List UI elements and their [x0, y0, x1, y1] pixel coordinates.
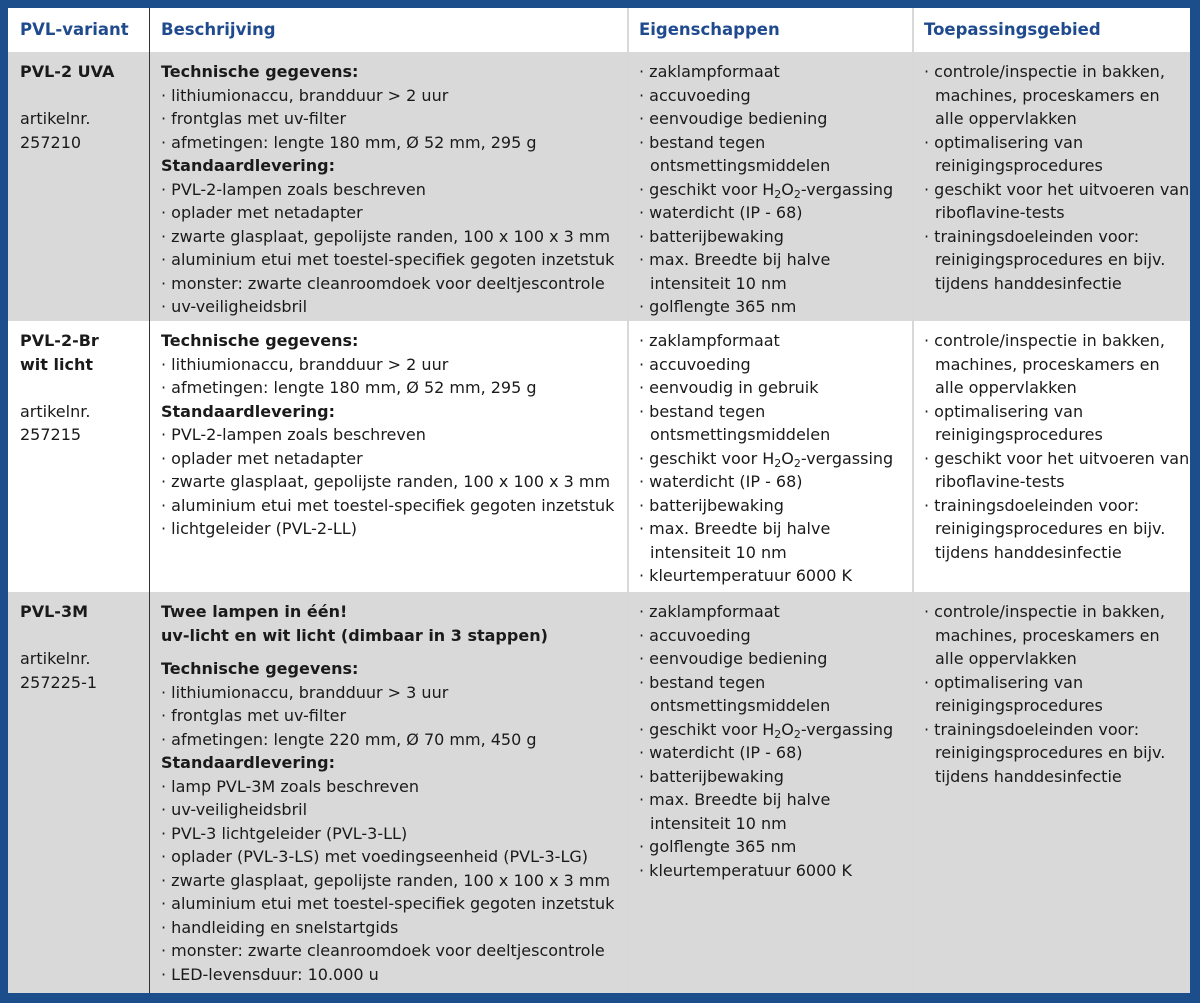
description-cell [149, 600, 627, 986]
variant-cell [8, 329, 149, 447]
article-number: 257215 [20, 425, 82, 444]
list-item: · afmetingen: lengte 180 mm, Ø 52 mm, 295 g [161, 376, 627, 400]
property-item: · zaklampformaat [639, 329, 912, 353]
list-item: · PVL-2-lampen zoals beschreven [161, 178, 627, 202]
list-item: · zwarte glasplaat, gepolijste randen, 100 x 100 x 3 mm [161, 225, 627, 249]
list-item: · frontglas met uv-filter [161, 107, 627, 131]
spec-table [8, 8, 1190, 993]
application-item: · trainingsdoeleinden voor: reinigingsprocedures en bijv. tijdens handdesinfectie [924, 494, 1190, 565]
list-item: · PVL-2-lampen zoals beschreven [161, 423, 627, 447]
properties-cell [629, 329, 912, 588]
variant-cell [8, 60, 149, 154]
variant-name: PVL-2-Br [20, 331, 99, 350]
list-item: · uv-veiligheidsbril [161, 798, 627, 822]
property-item: · kleurtemperatuur 6000 K [639, 859, 912, 883]
list-item: · oplader met netadapter [161, 447, 627, 471]
spacer [161, 647, 627, 657]
article-label: artikelnr. [20, 401, 91, 421]
application-item: · optimalisering van reinigingsprocedures [924, 671, 1190, 718]
section-heading: Technische gegevens: [161, 62, 359, 81]
header-properties: Eigenschappen [639, 20, 780, 39]
variant-name: PVL-2 UVA [20, 62, 115, 81]
list-item: · zwarte glasplaat, gepolijste randen, 100 x 100 x 3 mm [161, 470, 627, 494]
list-item: · lithiumionaccu, brandduur > 2 uur [161, 353, 627, 377]
property-item: · eenvoudige bediening [639, 107, 912, 131]
property-item: · geschikt voor $H_2O_2$-vergassing [639, 718, 912, 742]
property-item: · batterijbewaking [639, 225, 912, 249]
section-heading: Technische gegevens: [161, 331, 359, 350]
property-item: · bestand tegen ontsmettingsmiddelen [639, 671, 912, 718]
property-item: · batterijbewaking [639, 494, 912, 518]
section-heading: Standaardlevering: [161, 753, 335, 772]
application-item: · controle/inspectie in bakken, machines, proceskamers en alle oppervlakken [924, 600, 1190, 671]
property-item: · accuvoeding [639, 353, 912, 377]
header-description: Beschrijving [161, 20, 276, 39]
property-item: · zaklampformaat [639, 600, 912, 624]
section-heading: Standaardlevering: [161, 156, 335, 175]
section-heading: Standaardlevering: [161, 401, 335, 421]
property-item: · eenvoudig in gebruik [639, 376, 912, 400]
list-item: · aluminium etui met toestel-specifiek gegoten inzetstuk [161, 494, 627, 518]
list-item: · afmetingen: lengte 180 mm, Ø 52 mm, 295 g [161, 131, 627, 155]
property-item: · accuvoeding [639, 84, 912, 108]
header-variant: PVL-variant [20, 20, 129, 39]
header-application: Toepassingsgebied [924, 20, 1101, 39]
list-item: · aluminium etui met toestel-specifiek gegoten inzetstuk [161, 892, 627, 916]
list-item: · afmetingen: lengte 220 mm, Ø 70 mm, 450 g [161, 728, 627, 752]
properties-cell [629, 60, 912, 319]
variant-name: wit licht [20, 354, 93, 374]
highlight-text: Twee lampen in één! [161, 602, 348, 621]
property-item: · max. Breedte bij halve intensiteit 10 nm [639, 248, 912, 295]
application-cell [914, 600, 1190, 788]
property-item: · bestand tegen ontsmettingsmiddelen [639, 400, 912, 447]
list-item: · lithiumionaccu, brandduur > 3 uur [161, 681, 627, 705]
property-item: · zaklampformaat [639, 60, 912, 84]
table-header [8, 8, 1190, 52]
application-item: · geschikt voor het uitvoeren van riboflavine-tests [924, 447, 1190, 494]
application-item: · controle/inspectie in bakken, machines, proceskamers en alle oppervlakken [924, 329, 1190, 400]
property-item: · bestand tegen ontsmettingsmiddelen [639, 131, 912, 178]
list-item: · aluminium etui met toestel-specifiek gegoten inzetstuk [161, 248, 627, 272]
variant-cell [8, 600, 149, 694]
property-item: · waterdicht (IP - 68) [639, 741, 912, 765]
list-item: · lichtgeleider (PVL-2-LL) [161, 517, 627, 541]
article-number: 257225-1 [20, 672, 98, 692]
article-number: 257210 [20, 132, 82, 152]
application-item: · optimalisering van reinigingsprocedures [924, 400, 1190, 447]
description-cell [149, 60, 627, 319]
list-item: · monster: zwarte cleanroomdoek voor deeltjescontrole [161, 939, 627, 963]
application-item: · controle/inspectie in bakken, machines, proceskamers en alle oppervlakken [924, 60, 1190, 131]
variant-name: PVL-3M [20, 602, 88, 621]
list-item: · oplader (PVL-3-LS) met voedingseenheid (PVL-3-LG) [161, 845, 627, 869]
property-item: · geschikt voor $H_2O_2$-vergassing [639, 178, 912, 202]
list-item: · handleiding en snelstartgids [161, 916, 627, 940]
property-item: · batterijbewaking [639, 765, 912, 789]
list-item: · lamp PVL-3M zoals beschreven [161, 775, 627, 799]
list-item: · zwarte glasplaat, gepolijste randen, 100 x 100 x 3 mm [161, 869, 627, 893]
property-item: · waterdicht (IP - 68) [639, 201, 912, 225]
application-item: · trainingsdoeleinden voor: reinigingsprocedures en bijv. tijdens handdesinfectie [924, 718, 1190, 789]
highlight-text: uv-licht en wit licht (dimbaar in 3 stappen) [161, 625, 548, 645]
list-item: · lithiumionaccu, brandduur > 2 uur [161, 84, 627, 108]
application-item: · geschikt voor het uitvoeren van riboflavine-tests [924, 178, 1190, 225]
properties-cell [629, 600, 912, 882]
article-label: artikelnr. [20, 109, 91, 128]
application-item: · optimalisering van reinigingsprocedures [924, 131, 1190, 178]
application-cell [914, 60, 1190, 295]
property-item: · golflengte 365 nm [639, 295, 912, 319]
list-item: · frontglas met uv-filter [161, 704, 627, 728]
property-item: · eenvoudige bediening [639, 647, 912, 671]
application-cell [914, 329, 1190, 564]
property-item: · max. Breedte bij halve intensiteit 10 nm [639, 517, 912, 564]
list-item: · LED-levensduur: 10.000 u [161, 963, 627, 987]
application-item: · trainingsdoeleinden voor: reinigingsprocedures en bijv. tijdens handdesinfectie [924, 225, 1190, 296]
property-item: · golflengte 365 nm [639, 835, 912, 859]
list-item: · uv-veiligheidsbril [161, 295, 627, 319]
description-cell [149, 329, 627, 541]
property-item: · geschikt voor $H_2O_2$-vergassing [639, 447, 912, 471]
property-item: · kleurtemperatuur 6000 K [639, 564, 912, 588]
list-item: · PVL-3 lichtgeleider (PVL-3-LL) [161, 822, 627, 846]
list-item: · monster: zwarte cleanroomdoek voor deeltjescontrole [161, 272, 627, 296]
property-item: · waterdicht (IP - 68) [639, 470, 912, 494]
section-heading: Technische gegevens: [161, 659, 359, 678]
article-label: artikelnr. [20, 649, 91, 668]
list-item: · oplader met netadapter [161, 201, 627, 225]
property-item: · accuvoeding [639, 624, 912, 648]
property-item: · max. Breedte bij halve intensiteit 10 nm [639, 788, 912, 835]
